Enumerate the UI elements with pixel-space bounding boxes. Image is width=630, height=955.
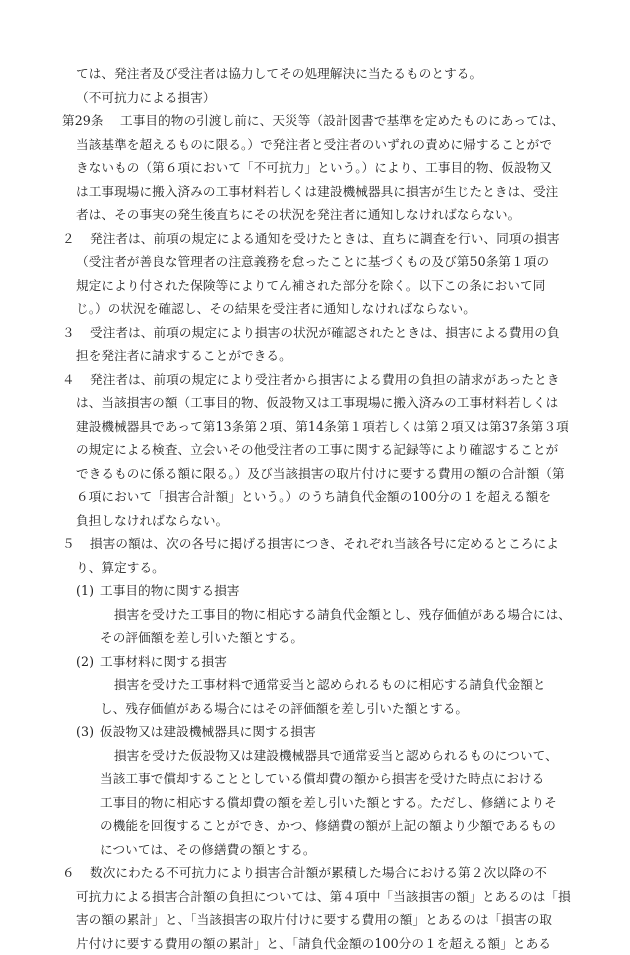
item-title-line — [62, 579, 592, 603]
article-first-line — [62, 109, 592, 133]
item-text: その評価額を差し引いた額とする。 — [62, 626, 592, 650]
paragraph-number: ６ — [62, 861, 90, 885]
article-text: は工事現場に搬入済みの工事材料若しくは建設機械器具に損害が生じたときは、受注 — [62, 180, 592, 204]
intro-line: ては、発注者及び受注者は協力してその処理解決に当たるものとする。 — [62, 62, 592, 86]
item-title: 工事目的物に関する損害 — [100, 583, 240, 598]
paragraph-text: 発注者は、前項の規定による通知を受けたときは、直ちに調査を行い、同項の損害 — [90, 231, 560, 246]
paragraph-text: 害の額の累計」と、「当該損害の取片付けに要する費用の額」とあるのは「損害の取 — [62, 908, 592, 932]
item-text: 損害を受けた仮設物又は建設機械器具で通常妥当と認められるものについて、 — [62, 744, 592, 768]
item-3 — [62, 720, 592, 861]
paragraph-first-line — [62, 532, 592, 556]
paragraph-text: は、当該損害の額（工事目的物、仮設物又は工事現場に搬入済みの工事材料若しくは — [62, 391, 592, 415]
paragraph-text: 規定により付された保険等によりてん補された部分を除く。以下この条において同 — [62, 274, 592, 298]
paragraph-text: り、算定する。 — [62, 556, 592, 580]
item-text: については、その修繕費の額とする。 — [62, 838, 592, 862]
paragraph-text: 建設機械器具であって第13条第２項、第14条第１項若しくは第２項又は第37条第３項 — [62, 415, 592, 439]
paragraph-text: 発注者は、前項の規定により受注者から損害による費用の負担の請求があったとき — [90, 372, 560, 387]
article-text: 当該基準を超えるものに限る。）で発注者と受注者のいずれの責めに帰することがで — [62, 133, 592, 157]
paragraph-text: 担を発注者に請求することができる。 — [62, 344, 592, 368]
article-number: 第29条 — [62, 109, 120, 133]
item-text: し、残存価値がある場合にはその評価額を差し引いた額とする。 — [62, 697, 592, 721]
paragraph-text: （受注者が善良な管理者の注意義務を怠ったことに基づくもの及び第50条第１項の — [62, 250, 592, 274]
paragraph-first-line — [62, 368, 592, 392]
item-1 — [62, 579, 592, 650]
article-text: 工事目的物の引渡し前に、天災等（設計図書で基準を定めたものにあっては、 — [120, 113, 564, 128]
article-heading: （不可抗力による損害） — [62, 86, 592, 110]
paragraph-text: できるものに係る額に限る。）及び当該損害の取片付けに要する費用の額の合計額（第 — [62, 462, 592, 486]
paragraph-text: 損害の額は、次の各号に掲げる損害につき、それぞれ当該各号に定めるところによ — [90, 536, 559, 551]
item-number: (3) — [76, 720, 100, 744]
item-number: (2) — [76, 650, 100, 674]
item-text: 当該工事で償却することとしている償却費の額から損害を受けた時点における — [62, 767, 592, 791]
paragraph-5 — [62, 532, 592, 579]
paragraph-first-line — [62, 321, 592, 345]
paragraph-number: ２ — [62, 227, 90, 251]
item-text: 損害を受けた工事目的物に相応する請負代金額とし、残存価値がある場合には、 — [62, 603, 592, 627]
document-page — [62, 62, 592, 955]
item-title: 仮設物又は建設機械器具に関する損害 — [100, 724, 316, 739]
item-text: 工事目的物に相応する償却費の額を差し引いた額とする。ただし、修繕によりそ — [62, 791, 592, 815]
paragraph-text: ６項において「損害合計額」という。）のうち請負代金額の100分の１を超える額を — [62, 485, 592, 509]
paragraph-number: ３ — [62, 321, 90, 345]
item-number: (1) — [76, 579, 100, 603]
paragraph-6 — [62, 861, 592, 955]
paragraph-number: ４ — [62, 368, 90, 392]
paragraph-text: 可抗力による損害合計額の負担については、第４項中「当該損害の額」とあるのは「損 — [62, 885, 592, 909]
paragraph-text: 片付けに要する費用の額の累計」と、「請負代金額の100分の１を超える額」とある — [62, 932, 592, 955]
paragraph-first-line — [62, 861, 592, 885]
paragraph-text: 負担しなければならない。 — [62, 509, 592, 533]
paragraph-number: ５ — [62, 532, 90, 556]
paragraph-text: 数次にわたる不可抗力により損害合計額が累積した場合における第２次以降の不 — [90, 865, 547, 880]
item-title-line — [62, 650, 592, 674]
item-title-line — [62, 720, 592, 744]
paragraph-first-line — [62, 227, 592, 251]
article-29 — [62, 109, 592, 227]
item-text: 損害を受けた工事材料で通常妥当と認められるものに相応する請負代金額と — [62, 673, 592, 697]
article-text: 者は、その事実の発生後直ちにその状況を発注者に通知しなければならない。 — [62, 203, 592, 227]
item-title: 工事材料に関する損害 — [100, 654, 227, 669]
item-text: の機能を回復することができ、かつ、修繕費の額が上記の額より少額であるもの — [62, 814, 592, 838]
paragraph-3 — [62, 321, 592, 368]
paragraph-text: じ。）の状況を確認し、その結果を受注者に通知しなければならない。 — [62, 297, 592, 321]
paragraph-text: 受注者は、前項の規定により損害の状況が確認されたときは、損害による費用の負 — [90, 325, 560, 340]
article-text: きないもの（第６項において「不可抗力」という。）により、工事目的物、仮設物又 — [62, 156, 592, 180]
paragraph-4 — [62, 368, 592, 533]
paragraph-text: の規定による検査、立会いその他受注者の工事に関する記録等により確認することが — [62, 438, 592, 462]
item-2 — [62, 650, 592, 721]
paragraph-2 — [62, 227, 592, 321]
